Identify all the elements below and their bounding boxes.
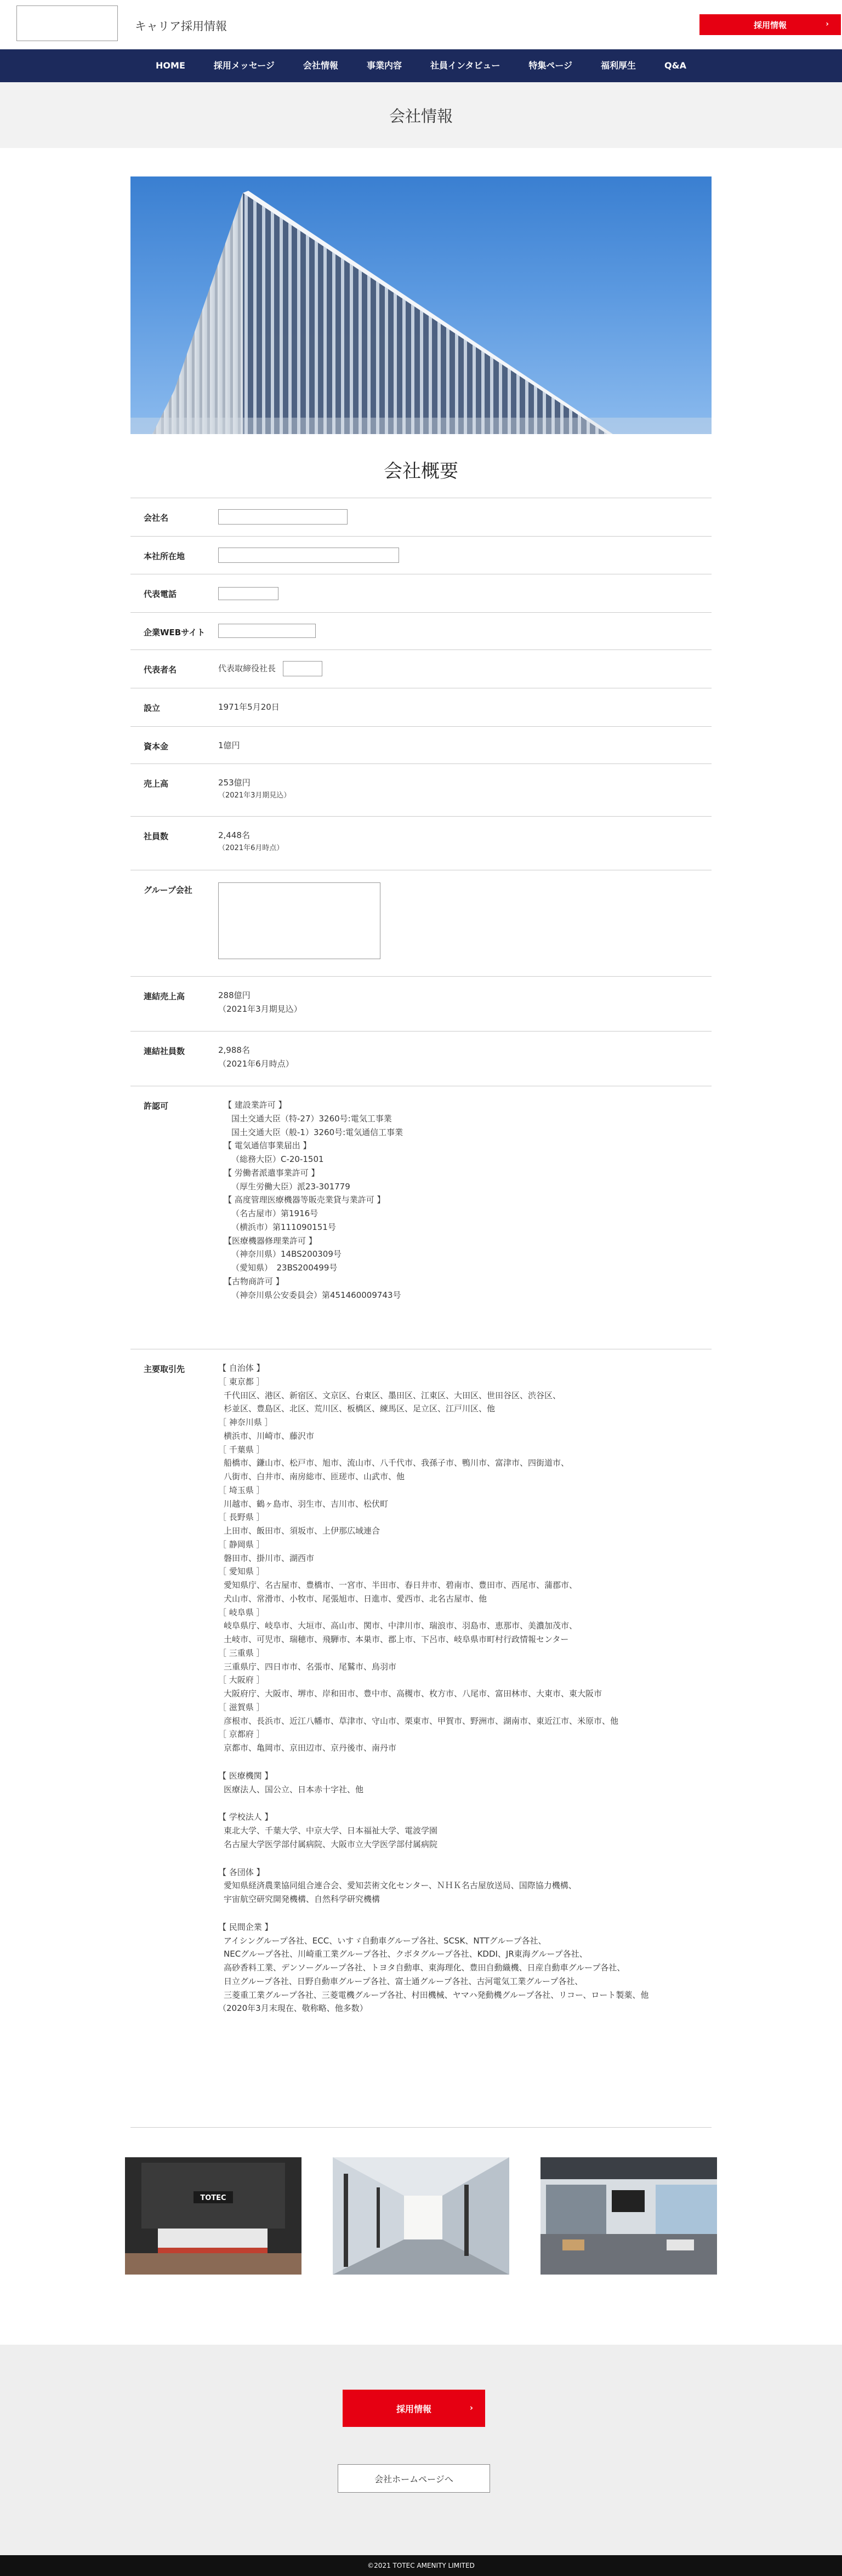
site-header [0, 0, 842, 49]
consolidated-employees-value: 2,988名 [218, 1045, 250, 1055]
representative-name [283, 661, 322, 676]
row-consolidated-sales [130, 977, 712, 1031]
client-line: 八街市、白井市、南房総市、匝瑳市、山武市、他 [224, 1472, 405, 1481]
row-consolidated-employees [130, 1031, 712, 1086]
row-clients [130, 1349, 712, 2128]
footer-recruit-button[interactable] [343, 2390, 485, 2427]
row-address [130, 537, 712, 574]
employees-label: 社員数 [144, 831, 169, 841]
client-line: 岐阜県庁、岐阜市、大垣市、高山市、関市、中津川市、瑞浪市、羽島市、恵那市、美濃加茂市、 [224, 1621, 578, 1631]
capital-value: 1億円 [218, 740, 240, 750]
license-line: 【 電気通信事業届出 】 [224, 1141, 311, 1151]
established-label: 設立 [144, 703, 161, 713]
license-line: （総務大臣）C-20-1501 [231, 1154, 324, 1164]
sales-note: （2021年3月期見込） [218, 791, 291, 800]
license-line: 【医療機器修理業許可 】 [224, 1235, 317, 1246]
address-value [218, 548, 399, 563]
company-logo[interactable] [16, 5, 118, 41]
license-line: （神奈川県）14BS200309号 [231, 1249, 342, 1259]
representative-prefix: 代表取締役社長 [218, 663, 276, 674]
address-label: 本社所在地 [144, 551, 185, 561]
license-label: 許認可 [144, 1101, 169, 1111]
company-overview-table [130, 498, 712, 2128]
corridor-photo [333, 2157, 509, 2275]
lounge-illustration [541, 2157, 717, 2275]
client-line: 東北大学、千葉大学、中京大学、日本福祉大学、電波学園 [224, 1826, 438, 1836]
row-established [130, 688, 712, 727]
client-line: 【 民間企業 】 [218, 1922, 273, 1932]
client-line: （2020年3月末現在、敬称略、他多数） [218, 2003, 368, 2014]
client-line: ［ 静岡県 ］ [218, 1539, 265, 1549]
nav-item-company[interactable]: 会社情報 [303, 60, 338, 71]
website-value[interactable] [218, 624, 316, 638]
license-line: （名古屋市）第1916号 [231, 1209, 318, 1218]
footer-area [0, 2345, 842, 2555]
client-line: ［ 愛知県 ］ [218, 1566, 265, 1577]
nav-item-welfare[interactable]: 福利厚生 [601, 60, 636, 71]
client-line: ［ 大阪府 ］ [218, 1675, 265, 1685]
license-line: （横浜市）第111090151号 [231, 1222, 336, 1232]
client-line: ［ 岐阜県 ］ [218, 1607, 265, 1617]
license-line: 国土交通大臣（般-1）3260号:電気通信工事業 [231, 1127, 403, 1137]
hero-building-image [130, 176, 712, 434]
client-line: 医療法人、国公立、日本赤十字社、他 [224, 1784, 364, 1794]
reception-sign: TOTEC [200, 2194, 226, 2202]
office-gallery [125, 2157, 717, 2275]
client-line: 彦根市、長浜市、近江八幡市、草津市、守山市、栗東市、甲賀市、野洲市、湖南市、東近江市、米原市、他 [224, 1716, 619, 1726]
client-line: 船橋市、鎌山市、松戸市、旭市、流山市、八千代市、我孫子市、鴨川市、富津市、四街道市、 [224, 1458, 570, 1468]
company-name-value [218, 509, 348, 525]
client-line: 【 学校法人 】 [218, 1812, 273, 1822]
client-line: ［ 神奈川県 ］ [218, 1417, 273, 1427]
license-line: （神奈川県公安委員会）第451460009743号 [231, 1290, 401, 1300]
client-line: 【 医療機関 】 [218, 1770, 273, 1781]
site-title[interactable]: キャリア採用情報 [135, 20, 227, 33]
client-line [218, 1755, 712, 1769]
consolidated-sales-label: 連結売上高 [144, 991, 185, 1001]
client-line: 上田市、飯田市、須坂市、上伊那広域連合 [224, 1526, 380, 1536]
capital-label: 資本金 [144, 742, 169, 751]
client-line: ［ 東京都 ］ [218, 1376, 265, 1387]
consolidated-sales-note: （2021年3月期見込） [218, 1004, 302, 1014]
client-line: 高砂香料工業、デンソーグループ各社、トヨタ自動車、東海理化、豊田自動織機、日産自動車グループ各社、 [224, 1963, 625, 1973]
client-line [218, 1906, 712, 1920]
license-line: 【 高度管理医療機器等販売業貸与業許可 】 [224, 1195, 385, 1205]
row-licenses [130, 1086, 712, 1349]
row-group-companies [130, 870, 712, 977]
client-line: 横浜市、川崎市、藤沢市 [224, 1431, 315, 1441]
client-line [218, 1796, 712, 1810]
client-line: 【 自治体 】 [218, 1363, 265, 1373]
row-phone [130, 574, 712, 613]
nav-item-message[interactable]: 採用メッセージ [213, 60, 275, 71]
footer-recruit-button-label: 採用情報 [396, 2403, 431, 2414]
nav-item-interview[interactable]: 社員インタビュー [430, 60, 500, 71]
global-nav [0, 49, 842, 82]
consolidated-employees-label: 連結社員数 [144, 1046, 185, 1056]
consolidated-employees-note: （2021年6月時点） [218, 1058, 294, 1069]
client-line: ［ 千葉県 ］ [218, 1444, 265, 1455]
client-line: 杉並区、豊島区、北区、荒川区、板橋区、練馬区、足立区、江戸川区、他 [224, 1404, 496, 1414]
consolidated-sales-value: 288億円 [218, 990, 251, 1000]
client-list [218, 1349, 712, 2127]
sales-value: 253億円 [218, 778, 251, 788]
client-line: ［ 埼玉県 ］ [218, 1485, 265, 1495]
license-line: 【 建設業許可 】 [224, 1100, 287, 1110]
client-line: 千代田区、港区、新宿区、文京区、台東区、墨田区、江東区、大田区、世田谷区、渋谷区、 [224, 1390, 561, 1400]
client-line: 愛知県庁、名古屋市、豊橋市、一宮市、半田市、春日井市、碧南市、豊田市、西尾市、蒲郡市、 [224, 1580, 578, 1590]
reception-illustration [125, 2157, 301, 2275]
company-home-button[interactable]: 会社ホームページへ [338, 2464, 490, 2493]
header-recruit-button[interactable] [699, 14, 841, 35]
client-line: ［ 三重県 ］ [218, 1648, 265, 1658]
client-line: アイシングループ各社、ECC、いすゞ自動車グループ各社、SCSK、NTTグループ各社、 [224, 1935, 547, 1946]
chevron-right-icon: › [469, 2403, 473, 2413]
website-label: 企業WEBサイト [144, 628, 206, 637]
client-line: 三菱重工業グループ各社、三菱電機グループ各社、村田機械、ヤマハ発動機グループ各社、リコー、ロート製薬、他 [224, 1990, 649, 2000]
row-capital [130, 727, 712, 764]
corridor-illustration [333, 2157, 509, 2275]
building-illustration [130, 176, 712, 434]
client-line: 京都市、亀岡市、京田辺市、京丹後市、南丹市 [224, 1743, 397, 1753]
reception-photo [125, 2157, 301, 2275]
page-title-band [0, 82, 842, 148]
nav-item-business[interactable]: 事業内容 [366, 60, 402, 71]
client-line: 名古屋大学医学部付属病院、大阪市立大学医学部付属病院 [224, 1839, 438, 1849]
phone-value [218, 587, 278, 600]
client-line: 愛知県経済農業協同組合連合会、愛知芸術文化センター、ＮＨＫ名古屋放送局、国際協力機構、 [224, 1880, 577, 1891]
employees-value: 2,448名 [218, 830, 250, 840]
client-line: ［ 滋賀県 ］ [218, 1702, 265, 1712]
client-line [218, 1851, 712, 1866]
established-value: 1971年5月20日 [218, 702, 280, 712]
row-sales [130, 764, 712, 817]
row-company-name [130, 498, 712, 537]
row-representative [130, 650, 712, 688]
header-recruit-button-label: 採用情報 [753, 20, 787, 30]
nav-item-feature[interactable]: 特集ページ [528, 60, 573, 71]
group-label: グループ会社 [144, 885, 192, 895]
license-line: （厚生労働大臣）派23-301779 [231, 1181, 350, 1192]
license-line: 【古物商許可 】 [224, 1276, 284, 1286]
row-employees [130, 817, 712, 870]
phone-label: 代表電話 [144, 589, 177, 599]
page-title: 会社情報 [389, 106, 453, 126]
employees-note: （2021年6月時点） [218, 844, 284, 852]
client-line: 大阪府庁、大阪市、堺市、岸和田市、豊中市、高槻市、枚方市、八尾市、富田林市、大東市、東大阪市 [224, 1689, 602, 1699]
client-line: 土岐市、可児市、瑞穂市、飛騨市、本巣市、郡上市、下呂市、岐阜県市町村行政情報センター [224, 1634, 569, 1644]
license-line: （愛知県） 23BS200499号 [231, 1263, 338, 1273]
client-line: NECグループ各社、川崎重工業グループ各社、クボタグループ各社、KDDI、JR東海グループ各社、 [224, 1949, 588, 1959]
nav-item-home[interactable]: HOME [156, 60, 185, 71]
nav-item-qa[interactable]: Q&A [664, 60, 686, 71]
group-companies-value [218, 882, 380, 959]
clients-label: 主要取引先 [144, 1364, 185, 1374]
license-line: 【 労働者派遣事業許可 】 [224, 1167, 320, 1178]
client-line: ［ 京都府 ］ [218, 1729, 265, 1740]
copyright: ©2021 TOTEC AMENITY LIMITED [0, 2555, 842, 2576]
client-line: 磐田市、掛川市、湖西市 [224, 1553, 315, 1563]
license-line: 国土交通大臣（特-27）3260号:電気工事業 [231, 1113, 392, 1124]
client-line: 犬山市、常滑市、小牧市、尾張旭市、日進市、愛西市、北名古屋市、他 [224, 1593, 487, 1604]
client-line: 宇宙航空研究開発機構、自然科学研究機構 [224, 1894, 380, 1904]
client-line: 【 各団体 】 [218, 1867, 265, 1877]
chevron-right-icon: › [826, 20, 829, 29]
section-title: 会社概要 [384, 460, 458, 482]
client-line: 三重県庁、四日市市、名張市、尾鷲市、鳥羽市 [224, 1661, 397, 1672]
client-line: 日立グループ各社、日野自動車グループ各社、富士通グループ各社、古河電気工業グループ各社、 [224, 1976, 583, 1986]
client-line: 川越市、鶴ヶ島市、羽生市、吉川市、松伏町 [224, 1498, 389, 1509]
representative-label: 代表者名 [144, 665, 177, 675]
lounge-photo [541, 2157, 717, 2275]
company-name-label: 会社名 [144, 513, 169, 523]
sales-label: 売上高 [144, 779, 169, 789]
license-list [218, 1086, 712, 1349]
row-website [130, 613, 712, 650]
client-line: ［ 長野県 ］ [218, 1512, 265, 1523]
